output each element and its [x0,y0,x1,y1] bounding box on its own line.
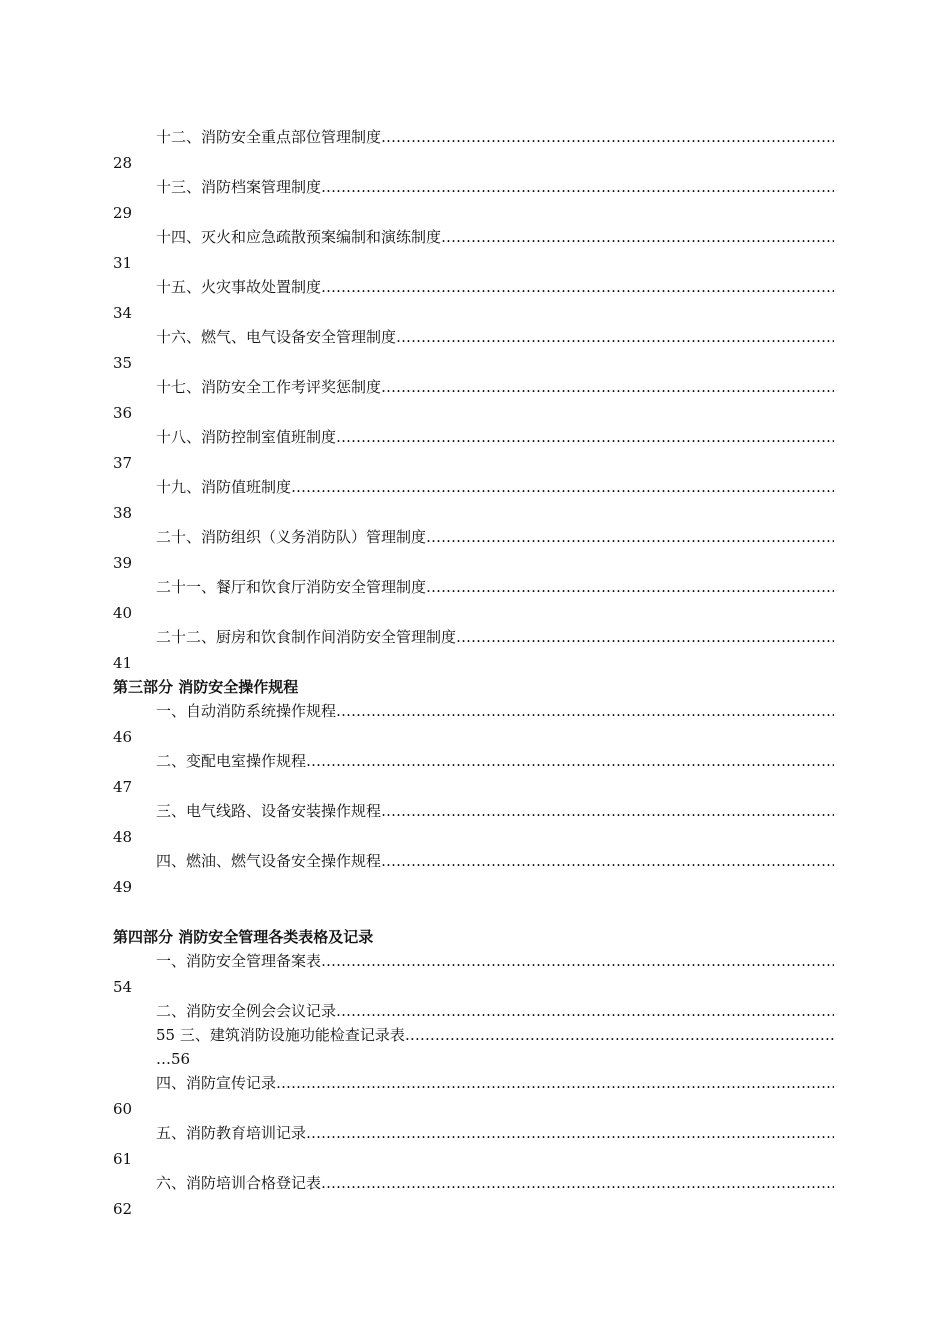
toc-page-number: 29 [113,204,133,222]
leader-dots [321,176,834,198]
toc-entry-title[interactable] [156,576,834,598]
toc-entry-label: 二、消防安全例会会议记录 [156,1002,337,1020]
leader-dots [396,326,834,348]
toc-entry-label: 一、消防安全管理备案表 [156,952,322,970]
toc-page-number: 31 [113,254,133,272]
leader-dots [321,276,834,298]
toc-page-number: 60 [113,1100,133,1118]
toc-entry-title[interactable] [156,526,834,548]
toc-entry-title[interactable] [156,1024,834,1046]
leader-dots [321,1172,834,1194]
toc-entry-label: 三、电气线路、设备安装操作规程 [156,802,382,820]
leader-dots [336,700,834,722]
toc-entry-title[interactable] [156,626,834,648]
toc-entry-title[interactable] [156,226,834,248]
toc-page-number: 46 [113,728,133,746]
toc-page-number: 28 [113,154,133,172]
toc-entry-label: 55 三、建筑消防设施功能检查记录表 [156,1026,405,1044]
leader-dots [291,476,834,498]
toc-page-number: 38 [113,504,133,522]
toc-entry-title[interactable] [156,376,834,398]
leader-dots [381,376,834,398]
toc-entry-title[interactable] [156,1172,834,1194]
toc-page-number: 62 [113,1200,133,1218]
toc-entry-title[interactable] [156,1122,834,1144]
toc-entry-label: 四、燃油、燃气设备安全操作规程 [156,852,382,870]
toc-entry-title[interactable] [156,750,834,772]
toc-entry-label: 二十二、厨房和饮食制作间消防安全管理制度 [156,628,457,646]
leader-dots [336,1000,834,1022]
toc-page-number: 49 [113,878,133,896]
leader-dots [306,1122,834,1144]
toc-page-number: 40 [113,604,133,622]
toc-entry-title[interactable] [156,176,834,198]
leader-dots [426,526,834,548]
leader-dots [426,576,834,598]
toc-entry-label: 十二、消防安全重点部位管理制度 [156,128,382,146]
section-heading-part4[interactable]: 第四部分 消防安全管理各类表格及记录 [113,928,374,946]
toc-page-number: 47 [113,778,133,796]
toc-entry-title[interactable] [156,476,834,498]
leader-dots [381,850,834,872]
toc-entry-label: 二十一、餐厅和饮食厅消防安全管理制度 [156,578,427,596]
toc-page-number: 34 [113,304,133,322]
toc-entry-label: 十九、消防值班制度 [156,478,292,496]
toc-page-number: 61 [113,1150,133,1168]
leader-dots [441,226,834,248]
leader-dots [381,800,834,822]
toc-page-number: …56 [156,1050,191,1068]
leader-dots [456,626,834,648]
toc-page-number: 37 [113,454,133,472]
toc-entry-label: 五、消防教育培训记录 [156,1124,307,1142]
leader-dots [336,426,834,448]
toc-page-number: 54 [113,978,133,996]
toc-entry-label: 六、消防培训合格登记表 [156,1174,322,1192]
toc-entry-title[interactable] [156,276,834,298]
leader-dots [381,126,834,148]
toc-entry-title[interactable] [156,126,834,148]
toc-entry-title[interactable] [156,1072,834,1094]
toc-entry-title[interactable] [156,326,834,348]
toc-page-number: 41 [113,654,133,672]
leader-dots [405,1024,834,1046]
toc-entry-label: 十八、消防控制室值班制度 [156,428,337,446]
toc-entry-label: 十七、消防安全工作考评奖惩制度 [156,378,382,396]
toc-entry-label: 十三、消防档案管理制度 [156,178,322,196]
toc-page-number: 35 [113,354,133,372]
leader-dots [276,1072,834,1094]
toc-page-number: 39 [113,554,133,572]
toc-entry-label: 十六、燃气、电气设备安全管理制度 [156,328,397,346]
toc-entry-label: 十四、灭火和应急疏散预案编制和演练制度 [156,228,442,246]
leader-dots [321,950,834,972]
toc-entry-title[interactable] [156,800,834,822]
toc-entry-label: 四、消防宣传记录 [156,1074,277,1092]
toc-entry-title[interactable] [156,426,834,448]
toc-entry-title[interactable] [156,1000,834,1022]
toc-entry-label: 二、变配电室操作规程 [156,752,307,770]
toc-page-number: 36 [113,404,133,422]
toc-entry-title[interactable] [156,850,834,872]
leader-dots [306,750,834,772]
toc-entry-label: 十五、火灾事故处置制度 [156,278,322,296]
toc-entry-title[interactable] [156,950,834,972]
toc-entry-title[interactable] [156,700,834,722]
toc-entry-label: 一、自动消防系统操作规程 [156,702,337,720]
section-heading-part3[interactable]: 第三部分 消防安全操作规程 [113,678,299,696]
toc-page-number: 48 [113,828,133,846]
toc-entry-label: 二十、消防组织（义务消防队）管理制度 [156,528,427,546]
